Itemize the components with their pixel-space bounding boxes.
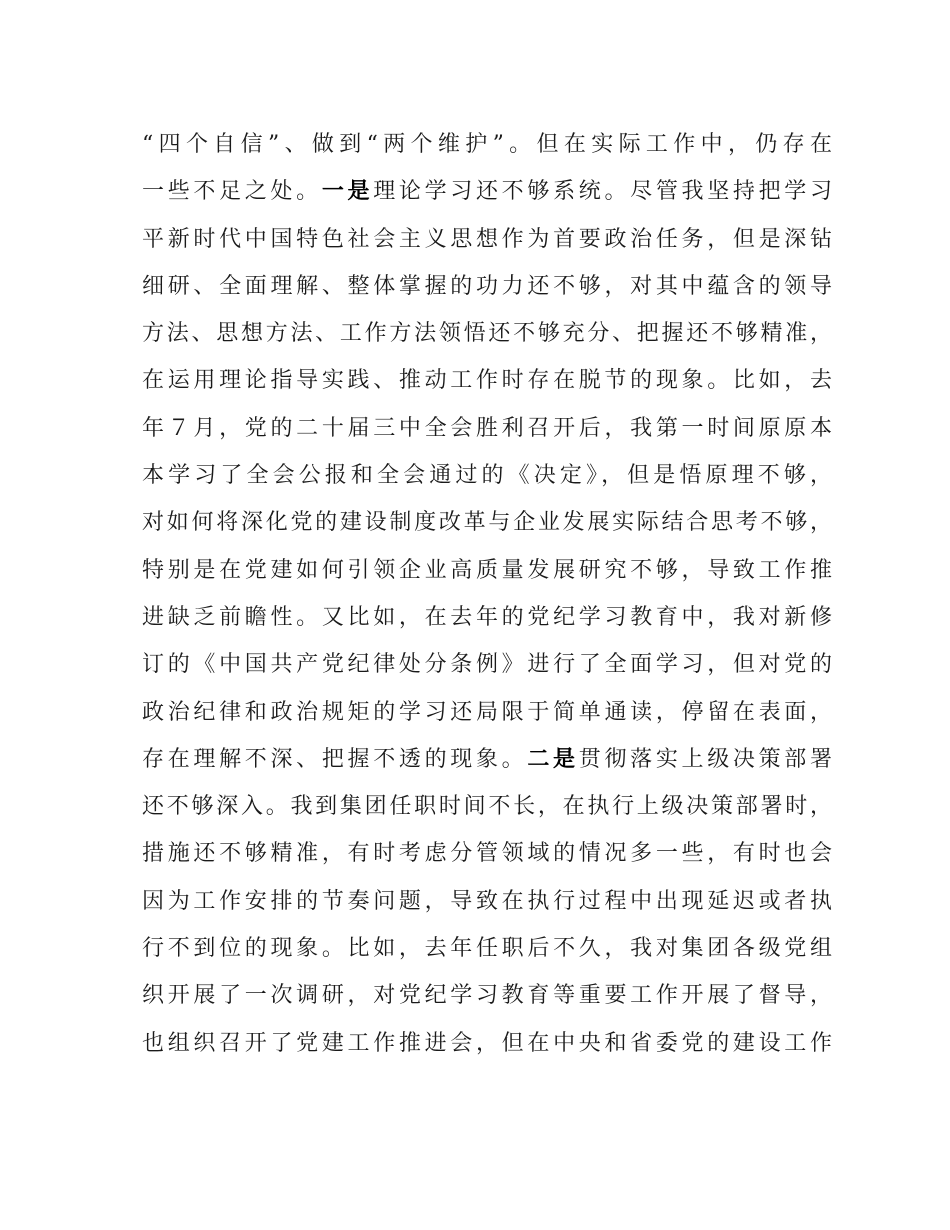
text-run: 也组织召开了党建工作推进会，但在中央和省委党的建设工作	[142, 1030, 832, 1056]
text-line	[142, 1020, 832, 1067]
text-line	[142, 878, 832, 925]
bold-marker: 一是	[321, 179, 374, 205]
text-run: “四个自信”、做到“两个维护”。但在实际工作中，仍存在	[142, 132, 832, 157]
text-line	[142, 689, 832, 736]
text-run: 因为工作安排的节奏问题，导致在执行过程中出现延迟或者执	[142, 888, 832, 914]
text-line	[142, 972, 832, 1019]
text-line	[142, 736, 832, 783]
text-run: 政治纪律和政治规矩的学习还局限于简单通读，停留在表面，	[142, 699, 832, 725]
text-line	[142, 925, 832, 972]
bold-marker: 二是	[527, 746, 579, 772]
text-line	[142, 121, 832, 168]
text-run: 订的《中国共产党纪律处分条例》进行了全面学习，但对党的	[142, 652, 832, 678]
text-run: 行不到位的现象。比如，去年任职后不久，我对集团各级党组	[142, 936, 832, 962]
text-run: 进缺乏前瞻性。又比如，在去年的党纪学习教育中，我对新修	[142, 604, 832, 630]
text-line	[142, 168, 832, 215]
text-line	[142, 547, 832, 594]
text-run: 还不够深入。我到集团任职时间不长，在执行上级决策部署时，	[142, 794, 832, 820]
text-line	[142, 263, 832, 310]
text-line	[142, 641, 832, 688]
text-run: 措施还不够精准，有时考虑分管领域的情况多一些，有时也会	[142, 841, 832, 867]
text-run: 对如何将深化党的建设制度改革与企业发展实际结合思考不够，	[142, 510, 832, 536]
text-line	[142, 405, 832, 452]
text-run: 存在理解不深、把握不透的现象。	[142, 746, 528, 772]
text-run: 细研、全面理解、整体掌握的功力还不够，对其中蕴含的领导	[142, 273, 832, 299]
text-line	[142, 499, 832, 546]
text-run: 特别是在党建如何引领企业高质量发展研究不够，导致工作推	[142, 557, 832, 583]
text-line	[142, 830, 832, 877]
body-text	[142, 121, 832, 1067]
text-run: 本学习了全会公报和全会通过的《决定》，但是悟原理不够，	[142, 463, 832, 489]
text-run: 在运用理论指导实践、推动工作时存在脱节的现象。比如，去	[142, 368, 832, 394]
text-run: 织开展了一次调研，对党纪学习教育等重要工作开展了督导，	[142, 983, 832, 1009]
text-run: 方法、思想方法、工作方法领悟还不够充分、把握还不够精准，	[142, 321, 832, 347]
text-run: 理论学习还不够系统。尽管我坚持把学习	[373, 179, 832, 205]
text-line	[142, 357, 832, 404]
text-line	[142, 452, 832, 499]
text-run: 贯彻落实上级决策部署	[578, 746, 832, 772]
text-line	[142, 216, 832, 263]
text-line	[142, 310, 832, 357]
text-run: 年７月，党的二十届三中全会胜利召开后，我第一时间原原本	[142, 415, 832, 441]
text-run: 一些不足之处。	[142, 179, 322, 205]
text-line	[142, 594, 832, 641]
text-run: 平新时代中国特色社会主义思想作为首要政治任务，但是深钻	[142, 226, 832, 252]
text-line	[142, 783, 832, 830]
